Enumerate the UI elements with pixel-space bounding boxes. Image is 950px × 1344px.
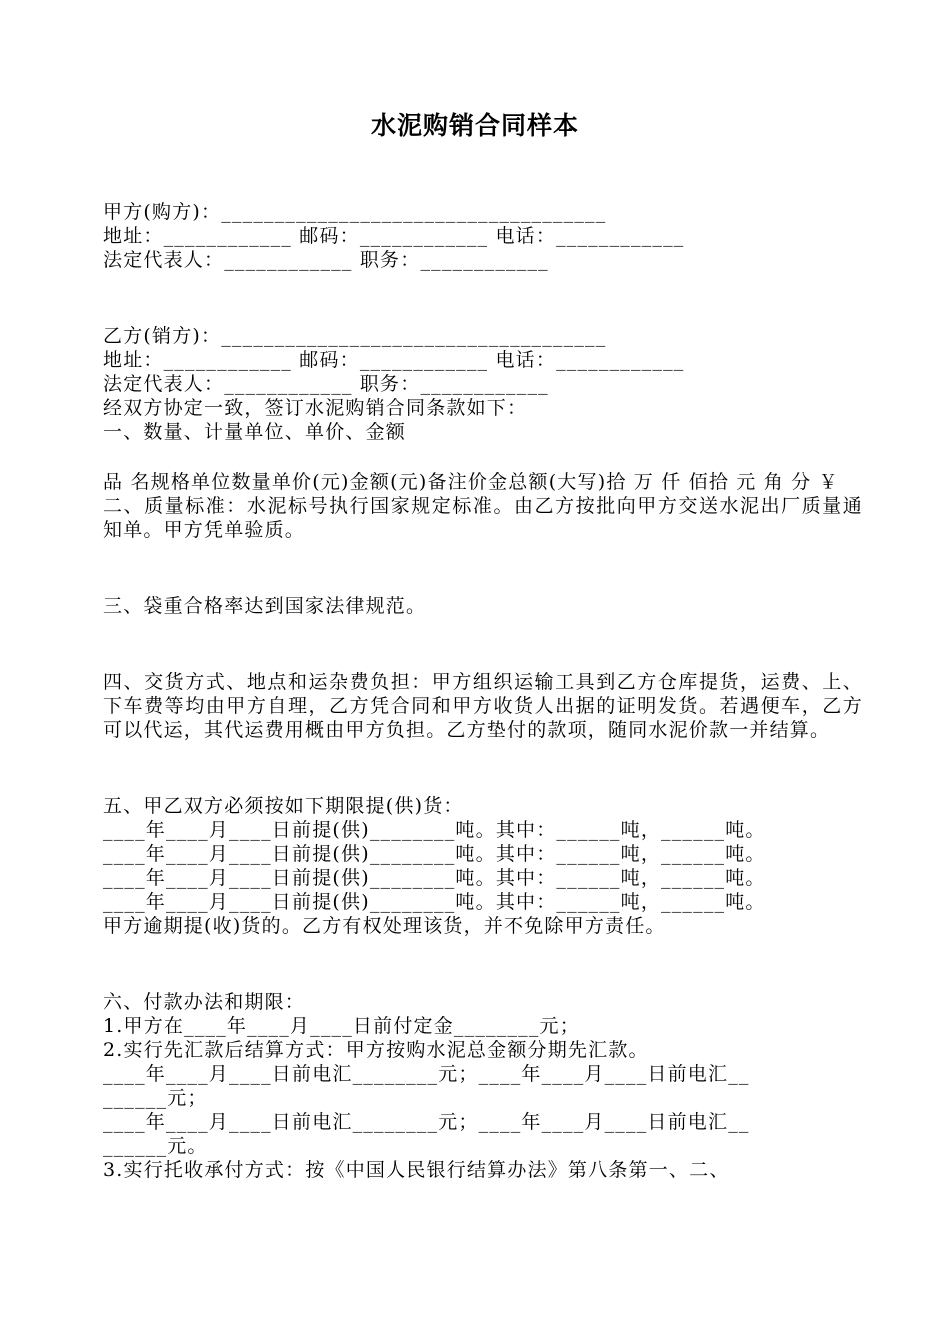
clause4-text: 四、交货方式、地点和运杂费负担：甲方组织运输工具到乙方仓库提货，运费、上、下车费等均由甲方自理，乙方凭合同和甲方收货人出据的证明发货。若遇便车，乙方可以代运，其代运费用概由甲方负担。乙方垫付的款项，随同水泥价款一并结算。 <box>103 671 863 741</box>
clause5-row: ____年____月____日前提(供)________吨。其中：______吨，______吨。 <box>103 867 766 889</box>
intro-line: 经双方协定一致，签订水泥购销合同条款如下： <box>103 397 528 419</box>
clause6-title: 六、付款办法和期限： <box>103 991 306 1013</box>
clause1-title: 一、数量、计量单位、单价、金额 <box>103 421 407 443</box>
party-b-name-line: 乙方(销方)：____________________________________ <box>103 325 607 347</box>
document-title: 水泥购销合同样本 <box>370 111 579 140</box>
clause2-text: 二、质量标准：水泥标号执行国家规定标准。由乙方按批向甲方交送水泥出厂质量通知单。甲方凭单验质。 <box>103 495 863 541</box>
party-b-rep-line: 法定代表人：____________ 职务：____________ <box>103 373 549 395</box>
clause6-item2-row: ______元； <box>103 1087 208 1109</box>
party-a-rep-line: 法定代表人：____________ 职务：____________ <box>103 249 549 271</box>
clause5-note: 甲方逾期提(收)货的。乙方有权处理该货，并不免除甲方责任。 <box>103 915 666 937</box>
document-body <box>103 200 863 1182</box>
clause6-item2-row: ______元。 <box>103 1135 208 1157</box>
clause6-item2-row: ____年____月____日前电汇________元；____年____月____日前电汇__ <box>103 1111 750 1133</box>
clause5-row: ____年____月____日前提(供)________吨。其中：______吨，______吨。 <box>103 891 766 913</box>
clause6-item2: 2.实行先汇款后结算方式：甲方按购水泥总金额分期先汇款。 <box>103 1039 649 1061</box>
party-a-name-line: 甲方(购方)：____________________________________ <box>103 201 607 223</box>
clause5-title: 五、甲乙双方必须按如下期限提(供)货： <box>103 795 464 817</box>
party-b-address-line: 地址：____________ 邮码：____________ 电话：____________ <box>103 349 685 371</box>
party-a-address-line: 地址：____________ 邮码：____________ 电话：____________ <box>103 225 685 247</box>
clause6-item1: 1.甲方在____年____月____日前付定金________元； <box>103 1015 580 1037</box>
clause3-text: 三、袋重合格率达到国家法律规范。 <box>103 595 427 617</box>
clause5-row: ____年____月____日前提(供)________吨。其中：______吨，______吨。 <box>103 843 766 865</box>
clause6-item2-row: ____年____月____日前电汇________元；____年____月____日前电汇__ <box>103 1063 750 1085</box>
clause1-table-text: 品 名规格单位数量单价(元)金额(元)备注价金总额(大写)拾 万 仟 佰拾 元 角 分 ￥ <box>103 471 839 493</box>
clause5-row: ____年____月____日前提(供)________吨。其中：______吨，______吨。 <box>103 819 766 841</box>
clause6-item3: 3.实行托收承付方式：按《中国人民银行结算办法》第八条第一、二、 <box>103 1159 730 1181</box>
